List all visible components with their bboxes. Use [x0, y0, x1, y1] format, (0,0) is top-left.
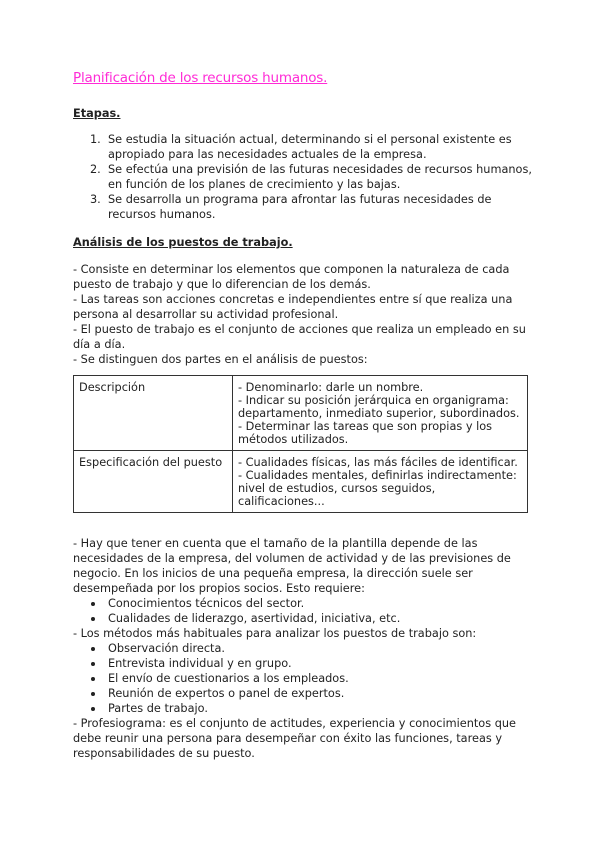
- list-item: Reunión de expertos o panel de expertos.: [73, 686, 533, 701]
- analysis-paragraphs: [73, 262, 533, 367]
- table-cell-line: - Cualidades mentales, definirlas indirectamente: nivel de estudios, cursos seguidos, calificaciones...: [238, 469, 517, 508]
- bullet-list: [73, 596, 533, 626]
- bullet-list: [73, 641, 533, 716]
- table-cell-content: [233, 451, 528, 513]
- paragraph: - Profesiograma: es el conjunto de actitudes, experiencia y conocimientos que debe reunir una persona para desempeñar con éxito las funciones, tareas y responsabilidades de su puesto.: [73, 717, 516, 760]
- table-row: [74, 451, 528, 513]
- list-item-text: Se desarrolla un programa para afrontar las futuras necesidades de recursos humanos.: [108, 193, 492, 221]
- page-title: Planificación de los recursos humanos.: [73, 70, 328, 86]
- table-cell-line: - Determinar las tareas que son propias y los métodos utilizados.: [238, 420, 493, 446]
- paragraph: - Los métodos más habituales para analizar los puestos de trabajo son:: [73, 627, 477, 640]
- list-item: Conocimientos técnicos del sector.: [73, 596, 533, 611]
- list-item: Partes de trabajo.: [73, 701, 533, 716]
- list-number: 1.: [90, 133, 101, 146]
- list-item: Cualidades de liderazgo, asertividad, iniciativa, etc.: [73, 611, 533, 626]
- list-item: Entrevista individual y en grupo.: [73, 656, 533, 671]
- list-item-text: Se efectúa una previsión de las futuras necesidades de recursos humanos, en función de los planes de crecimiento y las bajas.: [108, 163, 532, 191]
- table-cell-line: - Cualidades físicas, las más fáciles de identificar.: [238, 456, 518, 469]
- table-cell-label: Descripción: [74, 376, 233, 451]
- list-item: [73, 162, 533, 192]
- paragraph: - Consiste en determinar los elementos que componen la naturaleza de cada puesto de trabajo y que lo diferencian de los demás.: [73, 263, 510, 291]
- list-item-text: Se estudia la situación actual, determinando si el personal existente es apropiado para las necesidades actuales de la empresa.: [108, 133, 512, 161]
- paragraph: - Hay que tener en cuenta que el tamaño de la plantilla depende de las necesidades de la empresa, del volumen de actividad y de las previsiones de negocio. En los inicios de una pequeña empresa, la dirección suele ser desempeñada por los propios socios. Esto requiere:: [73, 537, 511, 595]
- list-number: 2.: [90, 163, 101, 176]
- list-number: 3.: [90, 193, 101, 206]
- lower-section: [73, 536, 533, 761]
- stages-heading: Etapas.: [73, 107, 121, 120]
- paragraph: - Se distinguen dos partes en el análisis de puestos:: [73, 353, 368, 366]
- list-item: [73, 132, 533, 162]
- table-row: [74, 376, 528, 451]
- table-cell-line: - Denominarlo: darle un nombre.: [238, 381, 424, 394]
- table-cell-line: - Indicar su posición jerárquica en organigrama: departamento, inmediato superior, subordinados.: [238, 394, 520, 420]
- list-item: Observación directa.: [73, 641, 533, 656]
- job-analysis-table: [73, 375, 528, 513]
- table-cell-label: Especificación del puesto: [74, 451, 233, 513]
- list-item: El envío de cuestionarios a los empleados.: [73, 671, 533, 686]
- paragraph: - El puesto de trabajo es el conjunto de acciones que realiza un empleado en su día a día.: [73, 323, 526, 351]
- stages-list: [73, 132, 533, 222]
- analysis-heading: Análisis de los puestos de trabajo.: [73, 236, 293, 249]
- table-cell-content: [233, 376, 528, 451]
- list-item: [73, 192, 533, 222]
- paragraph: - Las tareas son acciones concretas e independientes entre sí que realiza una persona al desarrollar su actividad profesional.: [73, 293, 513, 321]
